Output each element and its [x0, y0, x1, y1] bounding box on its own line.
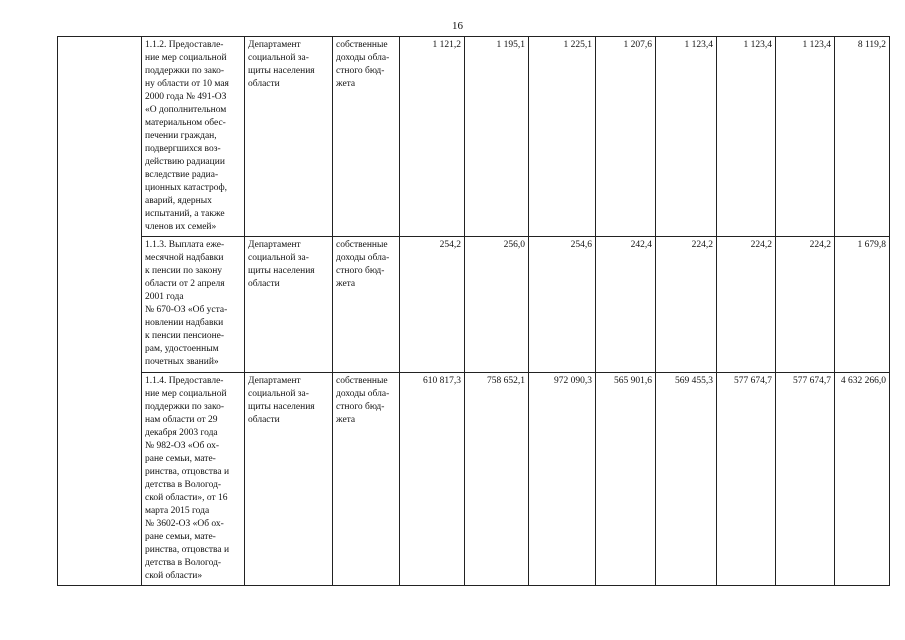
year-value-cell: 224,2: [776, 237, 835, 373]
year-value-cell: 254,2: [400, 237, 465, 373]
year-value-cell: 1 123,4: [776, 37, 835, 237]
total-value-cell: 4 632 266,0: [835, 373, 890, 586]
year-value-cell: 1 123,4: [656, 37, 717, 237]
measure-name-cell: 1.1.4. Предоставле- ние мер социальной поддержки по зако- нам области от 29 декабря 2003 года № 982-ОЗ «Об ох- ране семьи, мате- ринства, отцовства и детства в Вологод- ской области», от 16 марта 2015 года № 3602-ОЗ «Об ох- ране семьи, мате- ринства, отцовства и детства в Вологод- ской области»: [142, 373, 245, 586]
funding-source-cell: собственные доходы обла- стного бюд- жета: [333, 37, 400, 237]
year-value-cell: 224,2: [656, 237, 717, 373]
year-value-cell: 224,2: [717, 237, 776, 373]
executor-cell: Департамент социальной за- щиты населения области: [245, 373, 333, 586]
program-funding-table: [57, 36, 890, 586]
total-value-cell: 1 679,8: [835, 237, 890, 373]
table-row: [58, 37, 890, 237]
year-value-cell: 569 455,3: [656, 373, 717, 586]
year-value-cell: 610 817,3: [400, 373, 465, 586]
executor-cell: Департамент социальной за- щиты населения области: [245, 37, 333, 237]
year-value-cell: 1 121,2: [400, 37, 465, 237]
year-value-cell: 565 901,6: [596, 373, 656, 586]
year-value-cell: 1 123,4: [717, 37, 776, 237]
empty-left-cell: [58, 37, 142, 586]
year-value-cell: 256,0: [465, 237, 529, 373]
measure-name-cell: 1.1.3. Выплата еже- месячной надбавки к пенсии по закону области от 2 апреля 2001 года № 670-ОЗ «Об уста- новлении надбавки к пенсии пенсионе- рам, удостоенным почетных званий»: [142, 237, 245, 373]
year-value-cell: 1 207,6: [596, 37, 656, 237]
year-value-cell: 242,4: [596, 237, 656, 373]
year-value-cell: 1 195,1: [465, 37, 529, 237]
executor-cell: Департамент социальной за- щиты населения области: [245, 237, 333, 373]
funding-source-cell: собственные доходы обла- стного бюд- жета: [333, 237, 400, 373]
year-value-cell: 577 674,7: [776, 373, 835, 586]
measure-name-cell: 1.1.2. Предоставле- ние мер социальной поддержки по зако- ну области от 10 мая 2000 года № 491-ОЗ «О дополнительном материальном обес- печении граждан, подвергшихся воз- действию радиации вследствие радиа- ционных катастроф, аварий, ядерных испытаний, а также членов их семей»: [142, 37, 245, 237]
year-value-cell: 1 225,1: [529, 37, 596, 237]
funding-source-cell: собственные доходы обла- стного бюд- жета: [333, 373, 400, 586]
table-row: [58, 237, 890, 373]
year-value-cell: 254,6: [529, 237, 596, 373]
year-value-cell: 972 090,3: [529, 373, 596, 586]
page-number: 16: [452, 20, 463, 32]
year-value-cell: 758 652,1: [465, 373, 529, 586]
table-row: [58, 373, 890, 586]
total-value-cell: 8 119,2: [835, 37, 890, 237]
year-value-cell: 577 674,7: [717, 373, 776, 586]
